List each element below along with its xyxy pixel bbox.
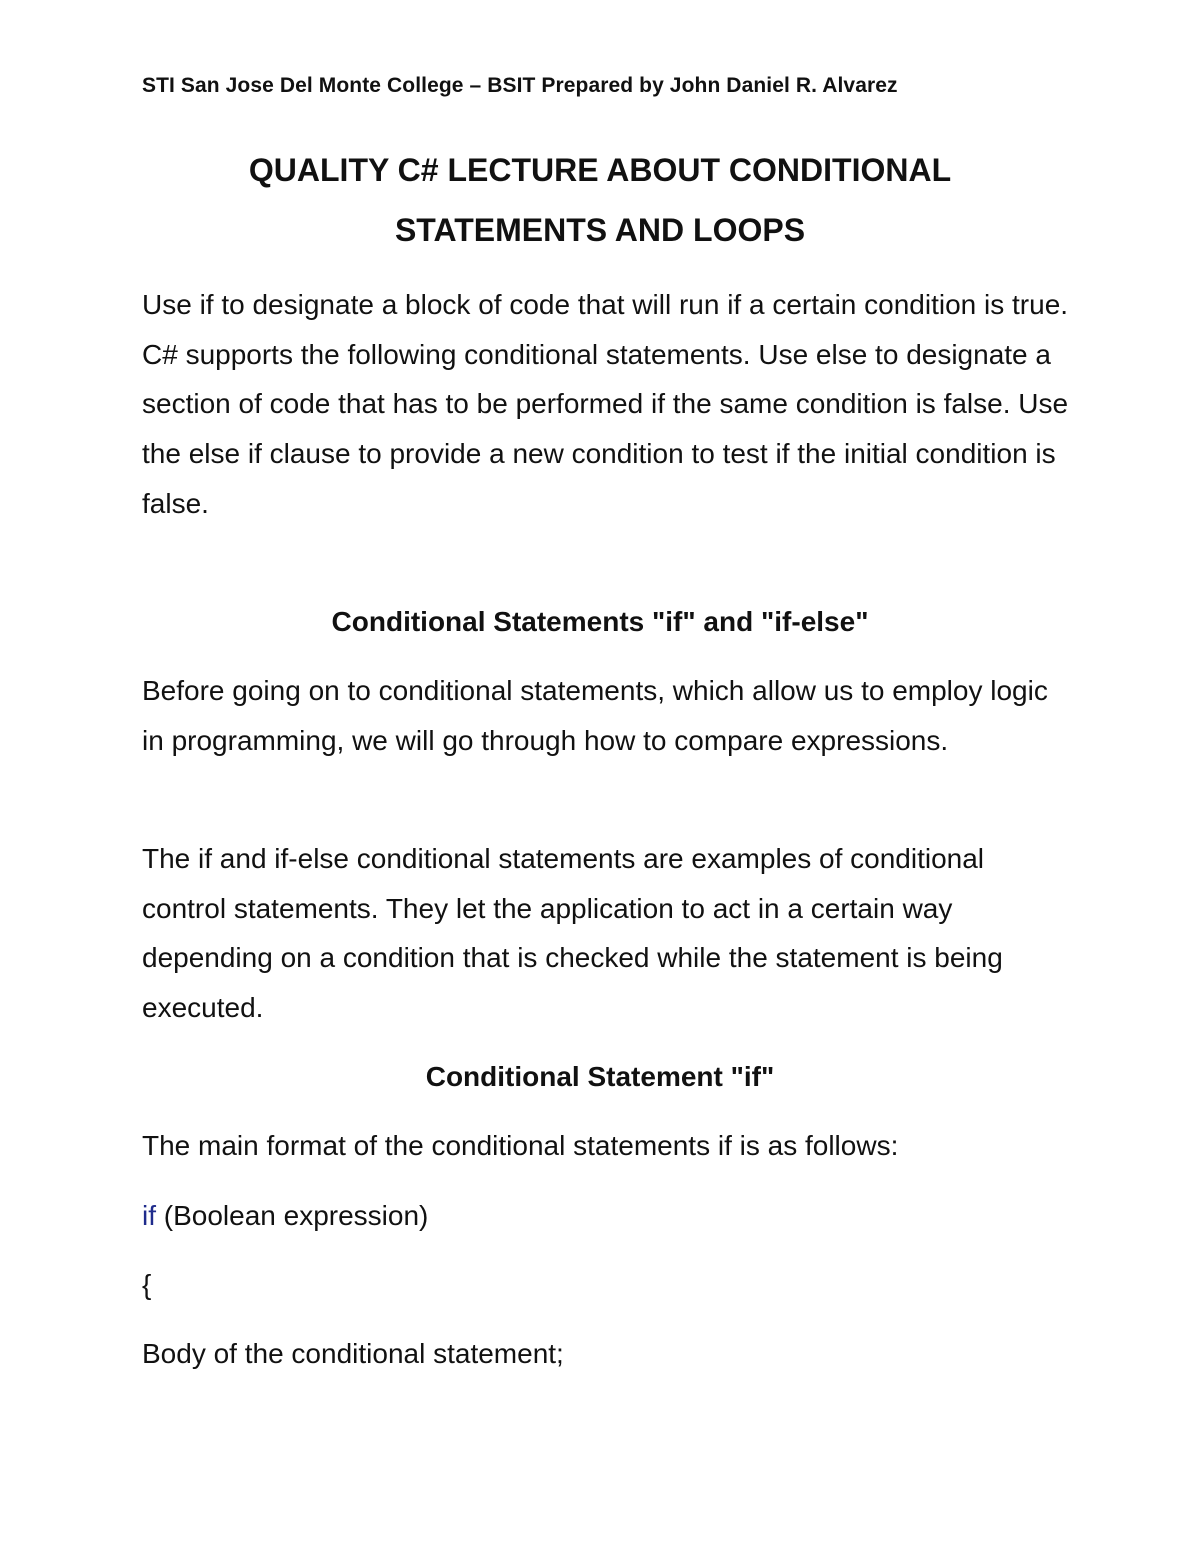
intro-paragraph: Use if to designate a block of code that will run if a certain condition is true. C# supports the following conditional statements. Use else to designate a section of code that has to be performed if the same condition is false. Use the else if clause to provide a new condition to test if the initial condition is false. bbox=[142, 289, 1069, 519]
section1-paragraph-2: The if and if-else conditional statements are examples of conditional control statements. They let the application to act in a certain way depending on a condition that is checked while the statement is being executed. bbox=[142, 843, 1003, 1024]
title-line-1: QUALITY C# LECTURE ABOUT CONDITIONAL bbox=[248, 152, 952, 188]
code-condition: (Boolean expression) bbox=[156, 1200, 429, 1231]
section-heading-if-else: Conditional Statements "if" and "if-else" bbox=[331, 606, 869, 637]
section-heading-if: Conditional Statement "if" bbox=[425, 1061, 775, 1092]
code-keyword-if: if bbox=[142, 1200, 156, 1231]
title-line-2: STATEMENTS AND LOOPS bbox=[394, 212, 806, 248]
section2-paragraph: The main format of the conditional statements if is as follows: bbox=[142, 1130, 899, 1161]
code-body-line: Body of the conditional statement; bbox=[142, 1338, 564, 1369]
code-if-line bbox=[142, 1196, 428, 1236]
code-open-brace: { bbox=[142, 1269, 152, 1300]
document-title bbox=[150, 140, 1050, 260]
section1-paragraph-1: Before going on to conditional statements, which allow us to employ logic in programming, we will go through how to compare expressions. bbox=[142, 675, 1048, 756]
page-header: STI San Jose Del Monte College – BSIT Prepared by John Daniel R. Alvarez bbox=[142, 74, 898, 97]
